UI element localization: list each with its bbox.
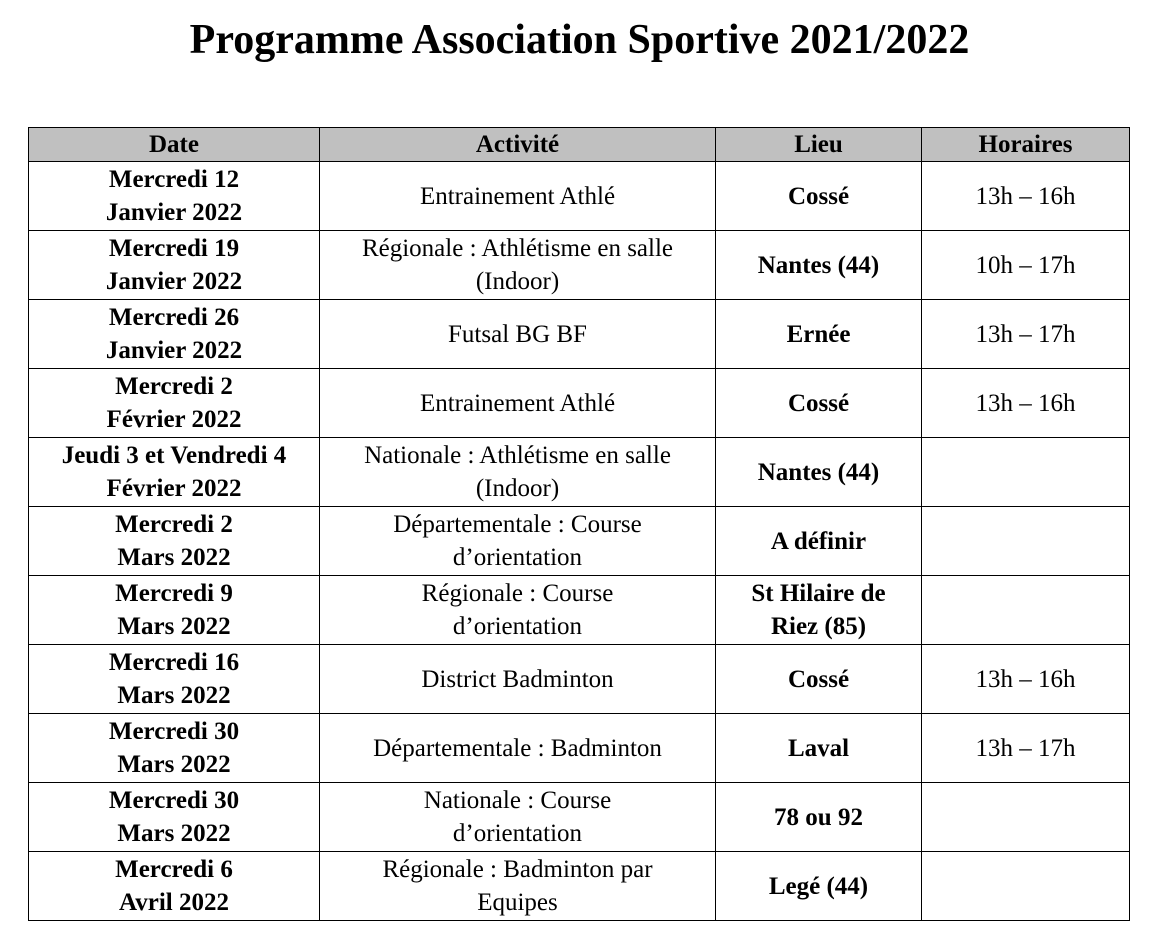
- table-row: [29, 576, 1130, 645]
- lieu-cell: [716, 231, 922, 300]
- activite-cell-line: Futsal BG BF: [448, 320, 587, 348]
- table-row: [29, 162, 1130, 231]
- date-cell-line: Janvier 2022: [105, 268, 243, 295]
- lieu-cell-line: Laval: [787, 734, 850, 762]
- horaires-cell: [922, 507, 1130, 576]
- lieu-cell-line: Cossé: [787, 389, 850, 417]
- page-title: Programme Association Sportive 2021/2022: [189, 17, 970, 63]
- date-cell: [29, 645, 320, 714]
- lieu-cell: [716, 576, 922, 645]
- horaires-cell: [922, 783, 1130, 852]
- lieu-cell-line: 78 ou 92: [774, 803, 863, 831]
- activite-cell-line: Départementale : Badminton: [373, 734, 662, 762]
- table-row: [29, 231, 1130, 300]
- date-cell-line: Mercredi 30: [108, 787, 240, 814]
- date-cell: [29, 714, 320, 783]
- lieu-cell: [716, 783, 922, 852]
- date-cell-line: Mars 2022: [117, 682, 231, 709]
- activite-cell-line: Entrainement Athlé: [419, 182, 616, 210]
- horaires-cell: 10h – 17h: [922, 231, 1130, 300]
- activite-cell: [320, 300, 716, 369]
- table-row: [29, 300, 1130, 369]
- table-row: [29, 438, 1130, 507]
- column-header-lieu: Lieu: [716, 128, 922, 162]
- horaires-cell: 13h – 16h: [922, 162, 1130, 231]
- activite-cell: [320, 852, 716, 921]
- date-cell-line: Mercredi 12: [108, 166, 240, 193]
- date-cell-line: Mars 2022: [117, 751, 231, 778]
- table-row: [29, 714, 1130, 783]
- activite-cell-line: Régionale : Athlétisme en salle: [361, 235, 674, 262]
- lieu-cell: [716, 369, 922, 438]
- lieu-cell-line: St Hilaire de: [751, 580, 886, 607]
- horaires-cell: 13h – 16h: [922, 369, 1130, 438]
- lieu-cell: [716, 714, 922, 783]
- activite-cell-line: District Badminton: [421, 665, 614, 693]
- date-cell-line: Mercredi 30: [108, 718, 240, 745]
- activite-cell-line: Régionale : Badminton par: [382, 856, 653, 883]
- lieu-cell-line: Riez (85): [770, 613, 867, 640]
- date-cell-line: Février 2022: [106, 406, 242, 433]
- date-cell: [29, 507, 320, 576]
- lieu-cell: [716, 300, 922, 369]
- header-row: [29, 128, 1130, 162]
- lieu-cell-line: Legé (44): [768, 872, 869, 900]
- date-cell-line: Mercredi 2: [115, 373, 233, 400]
- column-header-horaires: Horaires: [922, 128, 1130, 162]
- date-cell: [29, 369, 320, 438]
- table-row: [29, 645, 1130, 714]
- date-cell-line: Mercredi 16: [108, 649, 240, 676]
- column-header-date: Date: [29, 128, 320, 162]
- date-cell-line: Mercredi 6: [115, 856, 233, 883]
- date-cell-line: Mercredi 19: [108, 235, 240, 262]
- date-cell-line: Mars 2022: [117, 544, 231, 571]
- horaires-cell: [922, 852, 1130, 921]
- date-cell: [29, 783, 320, 852]
- activite-cell: [320, 576, 716, 645]
- table-row: [29, 369, 1130, 438]
- horaires-cell: [922, 438, 1130, 507]
- table-row: [29, 852, 1130, 921]
- activite-cell-line: Départementale : Course: [393, 511, 642, 538]
- lieu-cell-line: Cossé: [787, 665, 850, 693]
- lieu-cell: [716, 852, 922, 921]
- lieu-cell-line: Ernée: [786, 320, 851, 348]
- horaires-cell: 13h – 17h: [922, 300, 1130, 369]
- activite-cell-line: Nationale : Course: [423, 787, 612, 814]
- date-cell: [29, 300, 320, 369]
- date-cell-line: Janvier 2022: [105, 199, 243, 226]
- date-cell: [29, 231, 320, 300]
- activite-cell: [320, 231, 716, 300]
- activite-cell: [320, 714, 716, 783]
- table-row: [29, 507, 1130, 576]
- date-cell-line: Mercredi 2: [115, 511, 233, 538]
- activite-cell-line: d’orientation: [452, 613, 583, 640]
- activite-cell-line: (Indoor): [475, 268, 560, 295]
- activite-cell: [320, 369, 716, 438]
- activite-cell: [320, 162, 716, 231]
- date-cell-line: Jeudi 3 et Vendredi 4: [61, 442, 287, 469]
- activite-cell-line: Entrainement Athlé: [419, 389, 616, 417]
- lieu-cell-line: Nantes (44): [757, 458, 880, 486]
- lieu-cell-line: A définir: [770, 527, 867, 555]
- date-cell: [29, 852, 320, 921]
- date-cell: [29, 438, 320, 507]
- activite-cell-line: Equipes: [477, 889, 558, 916]
- schedule-table: [28, 127, 1130, 921]
- date-cell-line: Mercredi 26: [108, 304, 240, 331]
- horaires-cell: [922, 576, 1130, 645]
- activite-cell: [320, 645, 716, 714]
- lieu-cell: [716, 438, 922, 507]
- table-row: [29, 783, 1130, 852]
- lieu-cell: [716, 162, 922, 231]
- lieu-cell-line: Nantes (44): [757, 251, 880, 279]
- lieu-cell: [716, 507, 922, 576]
- date-cell-line: Janvier 2022: [105, 337, 243, 364]
- activite-cell: [320, 438, 716, 507]
- activite-cell-line: d’orientation: [452, 820, 583, 847]
- lieu-cell-line: Cossé: [787, 182, 850, 210]
- activite-cell-line: (Indoor): [475, 475, 560, 502]
- date-cell-line: Février 2022: [106, 475, 242, 502]
- lieu-cell: [716, 645, 922, 714]
- horaires-cell: 13h – 16h: [922, 645, 1130, 714]
- date-cell-line: Mars 2022: [117, 820, 231, 847]
- date-cell-line: Mercredi 9: [115, 580, 233, 607]
- activite-cell-line: d’orientation: [452, 544, 583, 571]
- date-cell-line: Mars 2022: [117, 613, 231, 640]
- activite-cell: [320, 507, 716, 576]
- activite-cell-line: Nationale : Athlétisme en salle: [364, 442, 671, 469]
- date-cell-line: Avril 2022: [119, 889, 229, 916]
- activite-cell-line: Régionale : Course: [421, 580, 614, 607]
- date-cell: [29, 576, 320, 645]
- activite-cell: [320, 783, 716, 852]
- column-header-activite: Activité: [320, 128, 716, 162]
- date-cell: [29, 162, 320, 231]
- horaires-cell: 13h – 17h: [922, 714, 1130, 783]
